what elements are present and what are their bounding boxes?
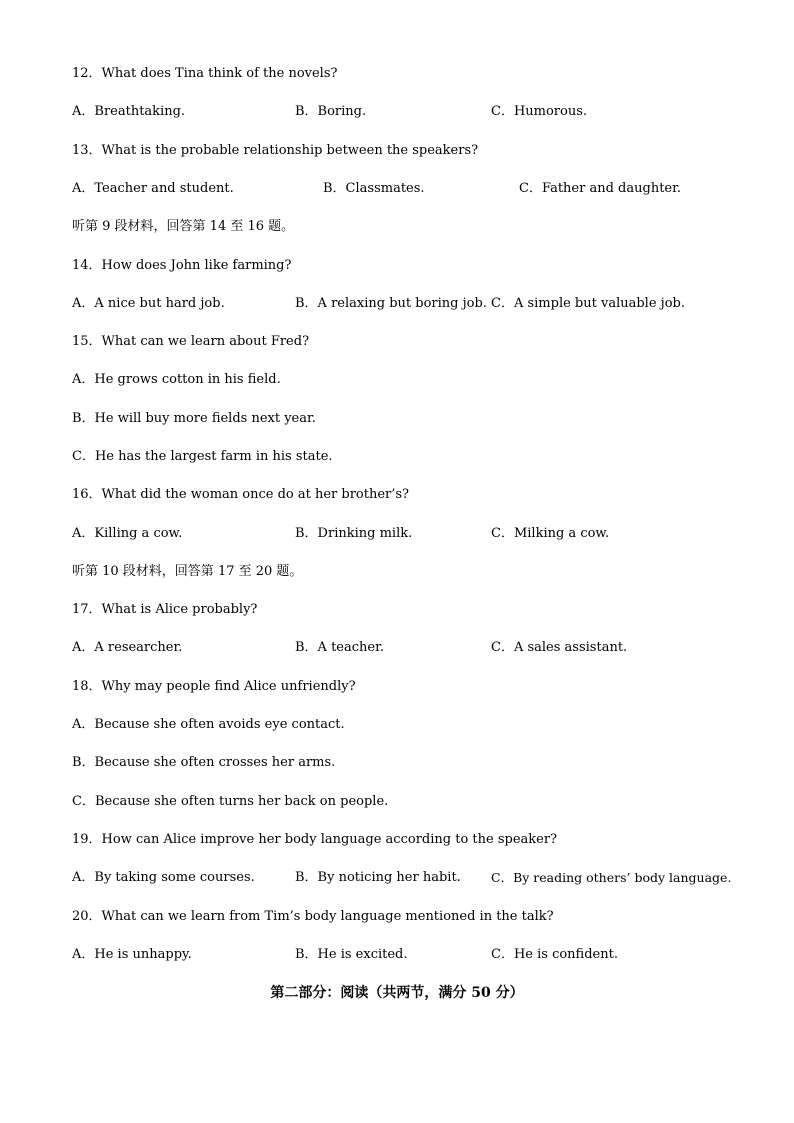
question-19-option-c: C．By reading others’ body language. (491, 870, 732, 885)
question-14-option-b: B．A relaxing but boring job. (295, 296, 487, 311)
question-18-option-a: A．Because she often avoids eye contact. (72, 717, 345, 732)
question-16-stem: 16．What did the woman once do at her brother’s? (72, 487, 410, 502)
question-13-stem: 13．What is the probable relationship between the speakers? (72, 143, 479, 158)
question-17-option-a: A．A researcher. (72, 640, 183, 655)
question-12-option-a: A．Breathtaking. (72, 104, 186, 119)
question-14-stem: 14．How does John like farming? (72, 258, 292, 273)
question-19-stem: 19．How can Alice improve her body language according to the speaker? (72, 832, 558, 847)
question-14-option-c: C．A simple but valuable job. (491, 296, 685, 311)
question-16-option-c: C．Milking a cow. (491, 526, 610, 541)
instruction-passage-9: 听第 9 段材料，回答第 14 至 16 题。 (72, 219, 295, 234)
question-16-option-a: A．Killing a cow. (72, 526, 183, 541)
question-14-option-a: A．A nice but hard job. (72, 296, 225, 311)
question-20-option-a: A．He is unhappy. (72, 947, 192, 962)
question-20-option-b: B．He is excited. (295, 947, 408, 962)
question-18-stem: 18．Why may people find Alice unfriendly? (72, 679, 356, 694)
question-18-option-b: B．Because she often crosses her arms. (72, 755, 336, 770)
instruction-passage-10: 听第 10 段材料，回答第 17 至 20 题。 (72, 564, 303, 579)
question-17-option-b: B．A teacher. (295, 640, 385, 655)
question-17-option-c: C．A sales assistant. (491, 640, 628, 655)
question-15-option-c: C．He has the largest farm in his state. (72, 449, 333, 464)
question-19-option-a: A．By taking some courses. (72, 870, 255, 885)
question-20-option-c: C．He is confident. (491, 947, 618, 962)
question-16-option-b: B．Drinking milk. (295, 526, 413, 541)
question-12-stem: 12．What does Tina think of the novels? (72, 66, 338, 81)
question-15-option-b: B．He will buy more fields next year. (72, 411, 316, 426)
question-19-option-b: B．By noticing her habit. (295, 870, 461, 885)
question-13-option-b: B．Classmates. (323, 181, 425, 196)
question-12-option-b: B．Boring. (295, 104, 367, 119)
question-20-stem: 20．What can we learn from Tim’s body language mentioned in the talk? (72, 909, 554, 924)
question-12-option-c: C．Humorous. (491, 104, 588, 119)
question-13-option-c: C．Father and daughter. (519, 181, 682, 196)
question-15-stem: 15．What can we learn about Fred? (72, 334, 310, 349)
question-18-option-c: C．Because she often turns her back on people. (72, 794, 389, 809)
question-17-stem: 17．What is Alice probably? (72, 602, 258, 617)
question-13-option-a: A．Teacher and student. (72, 181, 234, 196)
question-15-option-a: A．He grows cotton in his field. (72, 372, 281, 387)
section-2-heading: 第二部分：阅读（共两节，满分 50 分） (270, 985, 524, 1001)
